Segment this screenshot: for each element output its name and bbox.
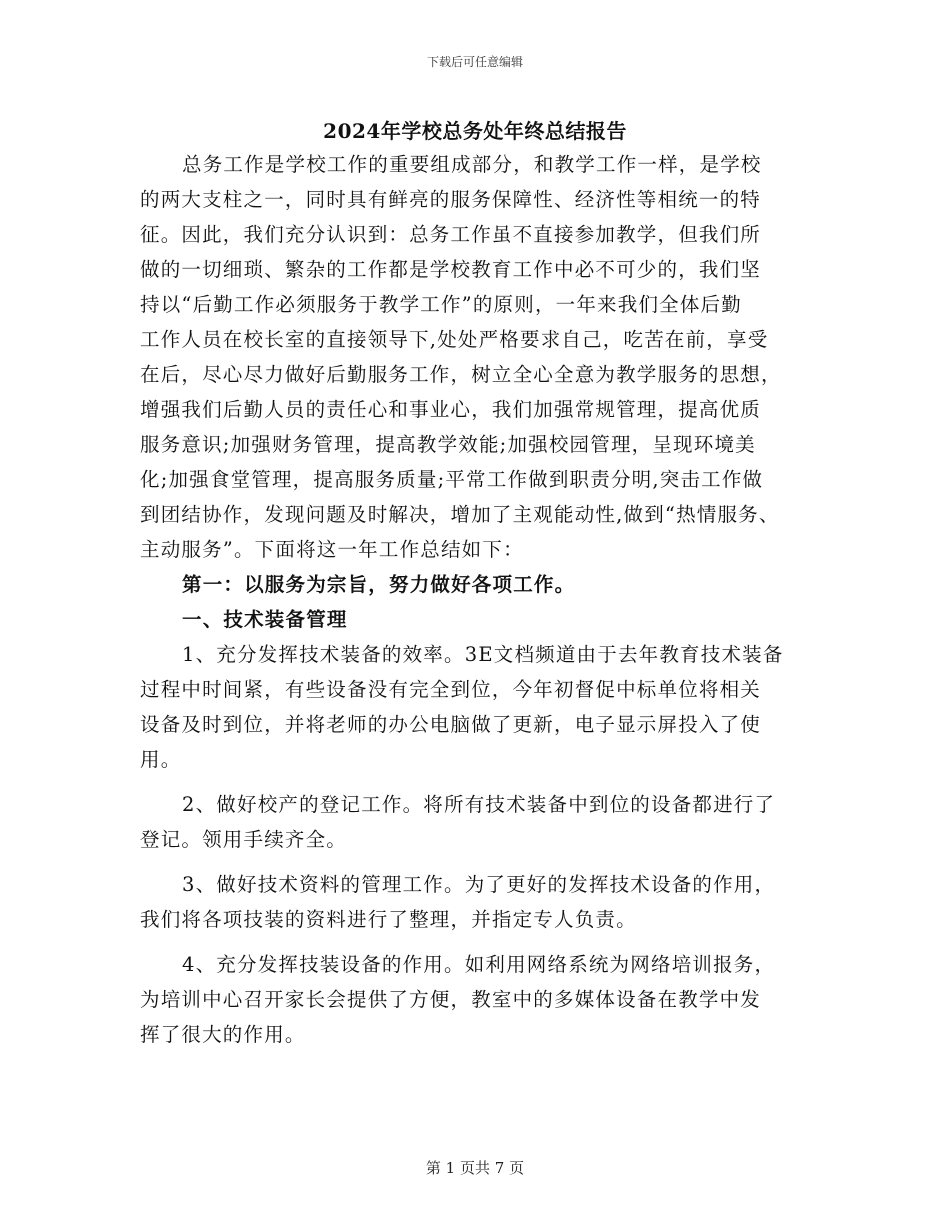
paragraph-line: 3、做好技术资料的管理工作。为了更好的发挥技术设备的作用， <box>182 873 776 896</box>
document-body <box>140 147 820 1052</box>
page-footer: 第 1 页共 7 页 <box>425 1159 525 1177</box>
paragraph-gap <box>140 777 820 787</box>
paragraph-line: 增强我们后勤人员的责任心和事业心，我们加强常规管理，提高优质 <box>140 398 762 421</box>
paragraph-line: 用。 <box>140 748 182 771</box>
intro-paragraph <box>140 147 820 567</box>
subsection-heading: 一、技术装备管理 <box>182 608 348 631</box>
paragraph-line: 2、做好校产的登记工作。将所有技术装备中到位的设备都进行了 <box>182 793 776 816</box>
paragraph-line: 征。因此，我们充分认识到：总务工作虽不直接参加教学，但我们所 <box>140 223 762 246</box>
document-title: 2024年学校总务处年终总结报告 <box>323 119 627 143</box>
list-item <box>140 637 820 777</box>
paragraph-line: 持以“后勤工作必须服务于教学工作”的原则，一年来我们全体后勤 <box>140 293 742 316</box>
paragraph-line: 主动服务”。下面将这一年工作总结如下： <box>140 538 524 561</box>
list-item <box>140 947 820 1052</box>
paragraph-line: 的两大支柱之一，同时具有鲜亮的服务保障性、经济性等相统一的特 <box>140 188 762 211</box>
paragraph-line: 工作人员在校长室的直接领导下,处处严格要求自己，吃苦在前，享受 <box>140 328 769 351</box>
paragraph-line: 总务工作是学校工作的重要组成部分，和教学工作一样，是学校 <box>182 153 762 176</box>
paragraph-line: 在后，尽心尽力做好后勤服务工作，树立全心全意为教学服务的思想， <box>140 363 782 386</box>
paragraph-line: 设备及时到位，并将老师的办公电脑做了更新，电子显示屏投入了使 <box>140 713 762 736</box>
paragraph-gap <box>140 857 820 867</box>
section-heading: 第一：以服务为宗旨，努力做好各项工作。 <box>182 573 576 596</box>
paragraph-line: 服务意识;加强财务管理，提高教学效能;加强校园管理，呈现环境美 <box>140 433 756 456</box>
list-item <box>140 867 820 937</box>
paragraph-line: 1、充分发挥技术装备的效率。3E文档频道由于去年教育技术装备 <box>182 643 784 666</box>
list-item <box>140 787 820 857</box>
paragraph-line: 到团结协作，发现问题及时解决，增加了主观能动性,做到“热情服务、 <box>140 503 780 526</box>
paragraph-line: 挥了很大的作用。 <box>140 1023 306 1046</box>
paragraph-gap <box>140 937 820 947</box>
paragraph-line: 4、充分发挥技装设备的作用。如利用网络系统为网络培训报务， <box>182 953 776 976</box>
paragraph-line: 过程中时间紧，有些设备没有完全到位，今年初督促中标单位将相关 <box>140 678 762 701</box>
paragraph-line: 我们将各项技装的资料进行了整理，并指定专人负责。 <box>140 908 637 931</box>
paragraph-line: 登记。领用手续齐全。 <box>140 828 348 851</box>
paragraph-line: 做的一切细琐、繁杂的工作都是学校教育工作中必不可少的，我们坚 <box>140 258 762 281</box>
header-note: 下载后可任意编辑 <box>426 55 523 69</box>
paragraph-line: 化;加强食堂管理，提高服务质量;平常工作做到职责分明,突击工作做 <box>140 468 764 491</box>
paragraph-line: 为培训中心召开家长会提供了方便，教室中的多媒体设备在教学中发 <box>140 988 762 1011</box>
